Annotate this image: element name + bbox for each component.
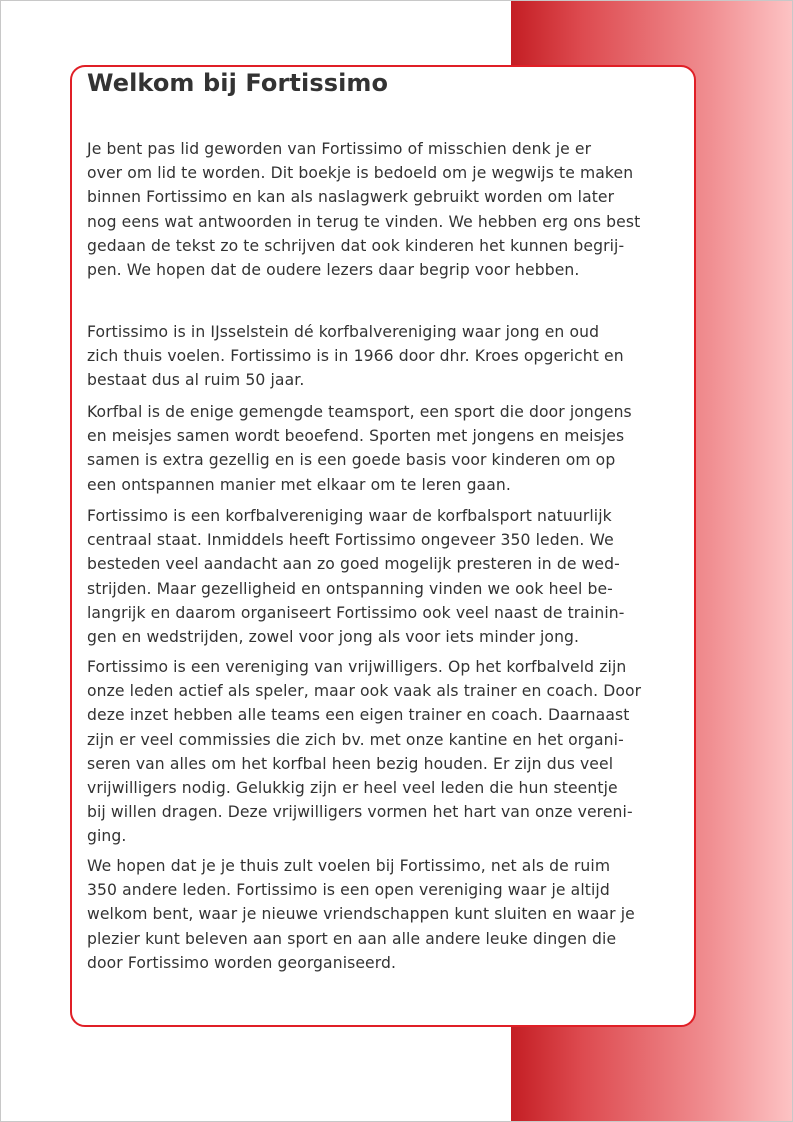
- text-line: Je bent pas lid geworden van Fortissimo of misschien denk je er: [87, 140, 592, 158]
- text-line: strijden. Maar gezelligheid en ontspanning vinden we ook heel be-: [87, 579, 613, 598]
- text-line: samen is extra gezellig en is een goede basis voor kinderen om op: [87, 451, 616, 470]
- text-line: vrijwilligers nodig. Gelukkig zijn er heel veel leden die hun steentje: [87, 779, 618, 798]
- paragraph-korfbal: [87, 400, 692, 497]
- text-line: door Fortissimo worden georganiseerd.: [87, 953, 397, 972]
- paragraph-welcome: [87, 854, 692, 975]
- paragraph-members: [87, 504, 692, 649]
- text-line: binnen Fortissimo en kan als naslagwerk gebruikt worden om later: [87, 188, 615, 207]
- paragraph-about-club: [87, 320, 692, 393]
- text-line: welkom bent, waar je nieuwe vriendschappen kunt sluiten en waar je: [87, 905, 635, 924]
- text-line: We hopen dat je je thuis zult voelen bij Fortissimo, net als de ruim: [87, 857, 611, 875]
- text-line: 350 andere leden. Fortissimo is een open vereniging waar je altijd: [87, 881, 610, 900]
- text-line: ging.: [87, 827, 127, 846]
- text-line: Fortissimo is in IJsselstein dé korfbalvereniging waar jong en oud: [87, 323, 600, 341]
- text-line: plezier kunt beleven aan sport en aan alle andere leuke dingen die: [87, 929, 617, 948]
- text-line: nog eens wat antwoorden in terug te vinden. We hebben erg ons best: [87, 212, 641, 231]
- text-line: centraal staat. Inmiddels heeft Fortissimo ongeveer 350 leden. We: [87, 531, 614, 550]
- text-line: gedaan de tekst zo te schrijven dat ook kinderen het kunnen begrij-: [87, 236, 625, 255]
- text-line: Korfbal is de enige gemengde teamsport, een sport die door jongens: [87, 403, 632, 421]
- text-line: zich thuis voelen. Fortissimo is in 1966 door dhr. Kroes opgericht en: [87, 347, 624, 366]
- text-line: een ontspannen manier met elkaar om te leren gaan.: [87, 475, 511, 494]
- text-line: over om lid te worden. Dit boekje is bedoeld om je wegwijs te maken: [87, 164, 634, 183]
- paragraph-intro: [87, 137, 692, 282]
- text-line: langrijk en daarom organiseert Fortissimo ook veel naast de trainin-: [87, 603, 625, 622]
- page-title: Welkom bij Fortissimo: [87, 69, 389, 97]
- text-line: Fortissimo is een vereniging van vrijwilligers. Op het korfbalveld zijn: [87, 658, 627, 676]
- text-line: besteden veel aandacht aan zo goed mogelijk presteren in de wed-: [87, 555, 620, 574]
- paragraph-volunteers: [87, 655, 692, 849]
- text-line: en meisjes samen wordt beoefend. Sporten met jongens en meisjes: [87, 427, 625, 446]
- text-line: Fortissimo is een korfbalvereniging waar de korfbalsport natuurlijk: [87, 507, 612, 525]
- text-line: bestaat dus al ruim 50 jaar.: [87, 371, 305, 390]
- text-line: deze inzet hebben alle teams een eigen trainer en coach. Daarnaast: [87, 706, 630, 725]
- text-line: gen en wedstrijden, zowel voor jong als voor iets minder jong.: [87, 628, 580, 647]
- text-line: onze leden actief als speler, maar ook vaak als trainer en coach. Door: [87, 682, 642, 701]
- text-line: pen. We hopen dat de oudere lezers daar begrip voor hebben.: [87, 261, 580, 280]
- text-line: bij willen dragen. Deze vrijwilligers vormen het hart van onze vereni-: [87, 803, 633, 822]
- text-line: zijn er veel commissies die zich bv. met onze kantine en het organi-: [87, 730, 624, 749]
- text-line: seren van alles om het korfbal heen bezig houden. Er zijn dus veel: [87, 754, 614, 773]
